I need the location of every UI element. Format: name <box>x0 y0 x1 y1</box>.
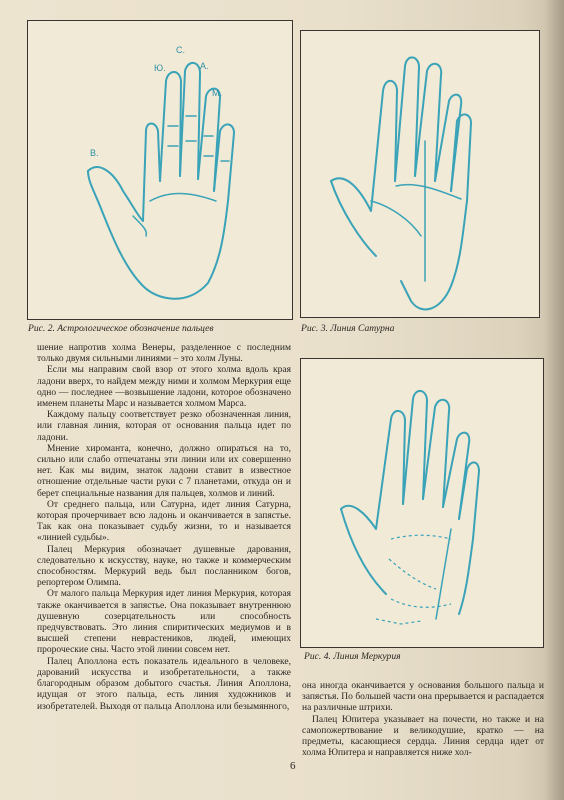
page-spine-shadow <box>544 0 564 800</box>
figure-4-caption: Рис. 4. Линия Меркурия <box>304 651 401 662</box>
label-jupiter: Ю. <box>154 63 166 73</box>
figure-4-frame <box>300 358 544 648</box>
page-number: 6 <box>290 760 296 772</box>
figure-4-hand-drawing <box>301 359 543 647</box>
paragraph: она иногда оканчивается у основания большого пальца и запястья. По большей части она прерывается и распадается на различные штрихи. <box>302 681 544 714</box>
label-saturn: С. <box>176 45 185 55</box>
figure-3-frame <box>300 30 540 318</box>
label-mercury: М. <box>212 88 222 98</box>
paragraph: шение напротив холма Венеры, разделенное с последним только двумя сильными линиями – это холм Луны. <box>37 343 291 365</box>
paragraph: От среднего пальца, или Сатурна, идет линия Сатурна, которая прочерчивает всю ладонь и оканчивается в запястье. Так как она показывает судьбу жизни, то и называется «линией судьбы». <box>37 499 291 544</box>
paragraph: Мнение хироманта, конечно, должно опираться на то, сильно или слабо отпечатаны эти линии или их совершенно нет. Как мы видим, знаток ладони ставит в известное отношение отдельные части руки с 7 планетами, откуда он и берет специальные названия для пальцев, холмов и линий. <box>37 443 291 499</box>
paragraph: Каждому пальцу соответствует резко обозначенная линия, или главная линия, которая от основания пальца идет по ладони. <box>37 410 291 443</box>
figure-3-hand-drawing <box>301 31 539 317</box>
paragraph: Палец Аполлона есть показатель идеального в человеке, дарований искусства и изобретательности, а также благородным образом добытого счастья. Линия Аполлона, идущая от этого пальца, есть линия художников и изобретателей. Выходя от пальца Аполлона или безымянного, <box>37 656 291 712</box>
right-text-column <box>302 681 544 759</box>
label-venus: В. <box>90 148 99 158</box>
figure-2-caption: Рис. 2. Астрологическое обозначение пальцев <box>28 323 214 334</box>
label-apollo: А. <box>200 61 209 71</box>
paragraph: Палец Юпитера указывает на почести, но также и на самопожертвование и великодушие, кратко — на предметы, касающиеся сердца. Линия сердца идет от холма Юпитера и направляется ниже хол- <box>302 714 544 759</box>
paragraph: Если мы направим свой взор от этого холма вдоль края ладони вверх, то найдем между ними и холмом Меркурия еще одно — последнее —возвышение ладони, которое обозначено именем планеты Марс и называется холмом Марса. <box>37 365 291 410</box>
paragraph: Палец Меркурия обозначает душевные дарования, следовательно к искусству, науке, но также и коммерческим способностям. Меркурий ведь был посланником богов, репортером Олимпа. <box>37 544 291 589</box>
left-text-column <box>37 343 291 713</box>
figure-3-caption: Рис. 3. Линия Сатурна <box>301 323 395 334</box>
figure-2-hand-drawing <box>28 21 292 319</box>
figure-2-frame <box>27 20 293 320</box>
paragraph: От малого пальца Меркурия идет линия Меркурия, которая также оканчивается в запястье. Она показывает внутреннюю душевную созерцательность или способность предчувствовать. Это линия спиритических медиумов и в высшей степени неврастеников, людей, имеющих пророческие сны. Часто этой линии совсем нет. <box>37 589 291 656</box>
